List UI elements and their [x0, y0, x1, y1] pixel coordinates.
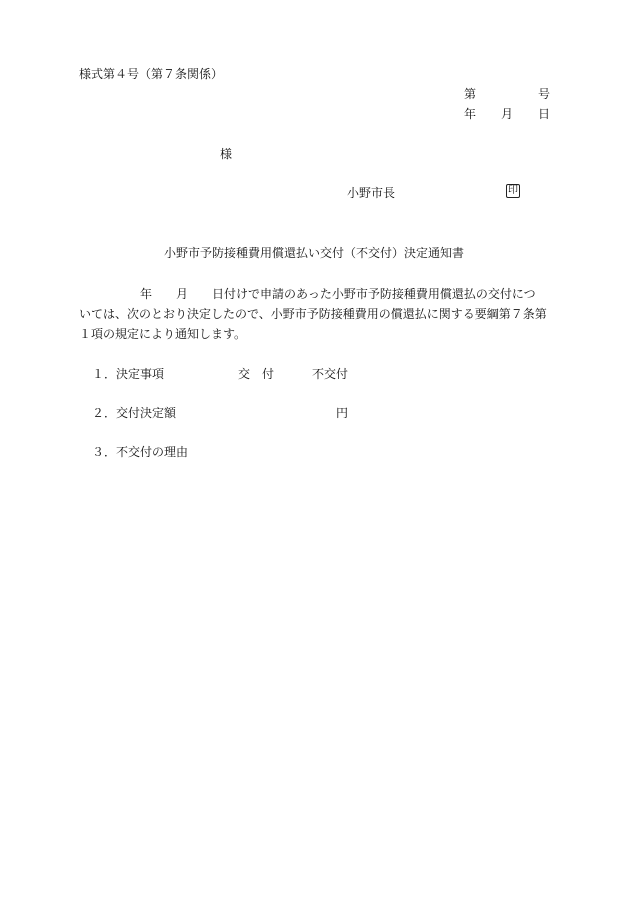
seal-mark: 印 — [508, 185, 518, 196]
item-1-number: １． — [92, 367, 117, 381]
doc-number-prefix: 第 — [464, 87, 477, 101]
date-year: 年 — [464, 107, 477, 121]
item-3-number: ３． — [92, 445, 117, 459]
body-year: 年 — [140, 287, 153, 301]
body-line2: いては、次のとおり決定したので、小野市予防接種費用の償還払に関する要綱第７条第 — [79, 307, 547, 321]
body-line3: １項の規定により通知します。 — [79, 327, 247, 341]
item-2-number: ２． — [92, 406, 117, 420]
date-month: 月 — [501, 107, 514, 121]
doc-number-suffix: 号 — [538, 87, 551, 101]
item-1-label: 決定事項 — [116, 367, 165, 381]
body-month: 月 — [176, 287, 189, 301]
date-day: 日 — [538, 107, 551, 121]
item-2-unit: 円 — [336, 406, 349, 420]
item-1-option-deny: 不交付 — [312, 367, 349, 381]
item-1-option-grant: 交 付 — [238, 367, 275, 381]
addressee-suffix: 様 — [220, 147, 233, 161]
sender-title: 小野市長 — [347, 186, 396, 200]
document-title: 小野市予防接種費用償還払い交付（不交付）決定通知書 — [164, 246, 465, 260]
item-3-label: 不交付の理由 — [116, 445, 189, 459]
item-2-label: 交付決定額 — [116, 406, 177, 420]
form-id: 様式第４号（第７条関係） — [79, 67, 224, 81]
body-line1: 日付けで申請のあった小野市予防接種費用償還払の交付につ — [212, 287, 536, 301]
